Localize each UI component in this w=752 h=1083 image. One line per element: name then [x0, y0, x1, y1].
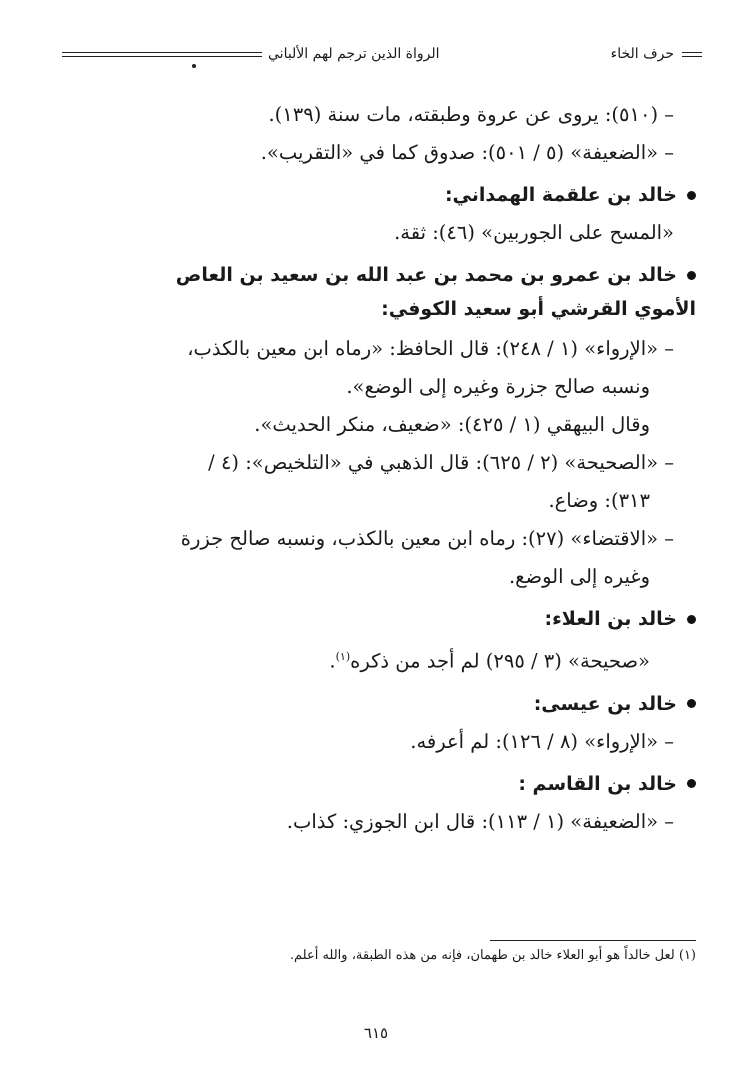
bullet-icon	[687, 191, 696, 200]
text-line: ونسبه صالح جزرة وغيره إلى الوضع».	[346, 375, 650, 398]
text-line: – «الإرواء» (١ / ٢٤٨): قال الحافظ: «رماه ابن معين بالكذب،	[187, 337, 674, 360]
entry-heading	[78, 604, 696, 634]
header-chapter: حرف الخاء	[610, 46, 674, 62]
text-line: وقال البيهقي (١ / ٤٢٥): «ضعيف، منكر الحديث».	[254, 413, 650, 436]
text-line: – «الاقتضاء» (٢٧): رماه ابن معين بالكذب، ونسبه صالح جزرة	[180, 527, 674, 550]
entry-heading-text: خالد بن علقمة الهمداني:	[444, 184, 677, 206]
header-rule-short	[682, 52, 702, 57]
entry-heading-text: خالد بن العلاء:	[544, 608, 677, 630]
entry-heading-text: خالد بن عمرو بن محمد بن عبد الله بن سعيد بن العاص	[175, 264, 677, 286]
header-book-title: الرواة الذين ترجم لهم الألباني	[268, 46, 440, 62]
text-line: – (٥١٠): يروى عن عروة وطبقته، مات سنة (١٣٩).	[268, 103, 674, 126]
bullet-icon	[687, 615, 696, 624]
footnote-ref[interactable]: (١)	[335, 650, 351, 663]
header-dot	[192, 64, 196, 68]
text-segment: «صحيحة» (٣ / ٢٩٥) لم أجد من ذكره	[350, 649, 650, 673]
entry-heading-text: خالد بن عيسى:	[533, 692, 677, 715]
text-line: – «الصحيحة» (٢ / ٦٢٥): قال الذهبي في «التلخيص»: (٤ /	[208, 451, 674, 474]
entry-heading	[78, 260, 696, 290]
bullet-icon	[687, 271, 696, 280]
text-line: وغيره إلى الوضع.	[508, 565, 650, 588]
text-line: ٣١٣): وضاع.	[548, 489, 650, 512]
text-line	[78, 642, 696, 677]
entry-heading	[78, 689, 696, 719]
entry-heading-continued: الأموي القرشي أبو سعيد الكوفي:	[381, 298, 696, 320]
entry-heading-text: خالد بن القاسم :	[518, 772, 677, 795]
entry-heading	[78, 180, 696, 210]
header-chapter-group	[611, 46, 702, 62]
bullet-icon	[687, 699, 696, 708]
page-number: ٦١٥	[363, 1024, 389, 1042]
text-line: «المسح على الجوربين» (٤٦): ثقة.	[394, 221, 674, 244]
entry-heading-group	[176, 260, 696, 290]
running-header	[62, 40, 702, 70]
header-rule-long	[62, 52, 262, 57]
text-line: – «الضعيفة» (٥ / ٥٠١): صدوق كما في «التقريب».	[260, 141, 674, 164]
header-title-group	[62, 46, 440, 62]
text-line: – «الضعيفة» (١ / ١١٣): قال ابن الجوزي: كذاب.	[286, 809, 674, 833]
footnote-divider	[490, 940, 696, 941]
bullet-icon	[687, 779, 696, 788]
text-line: – «الإرواء» (٨ / ١٢٦): لم أعرفه.	[410, 729, 674, 753]
page-body	[78, 100, 696, 837]
footnote: (١) لعل خالداً هو أبو العلاء خالد بن طهمان، فإنه من هذه الطبقة، والله أعلم.	[289, 948, 696, 963]
text-segment: .	[329, 649, 336, 673]
entry-heading	[78, 769, 696, 799]
